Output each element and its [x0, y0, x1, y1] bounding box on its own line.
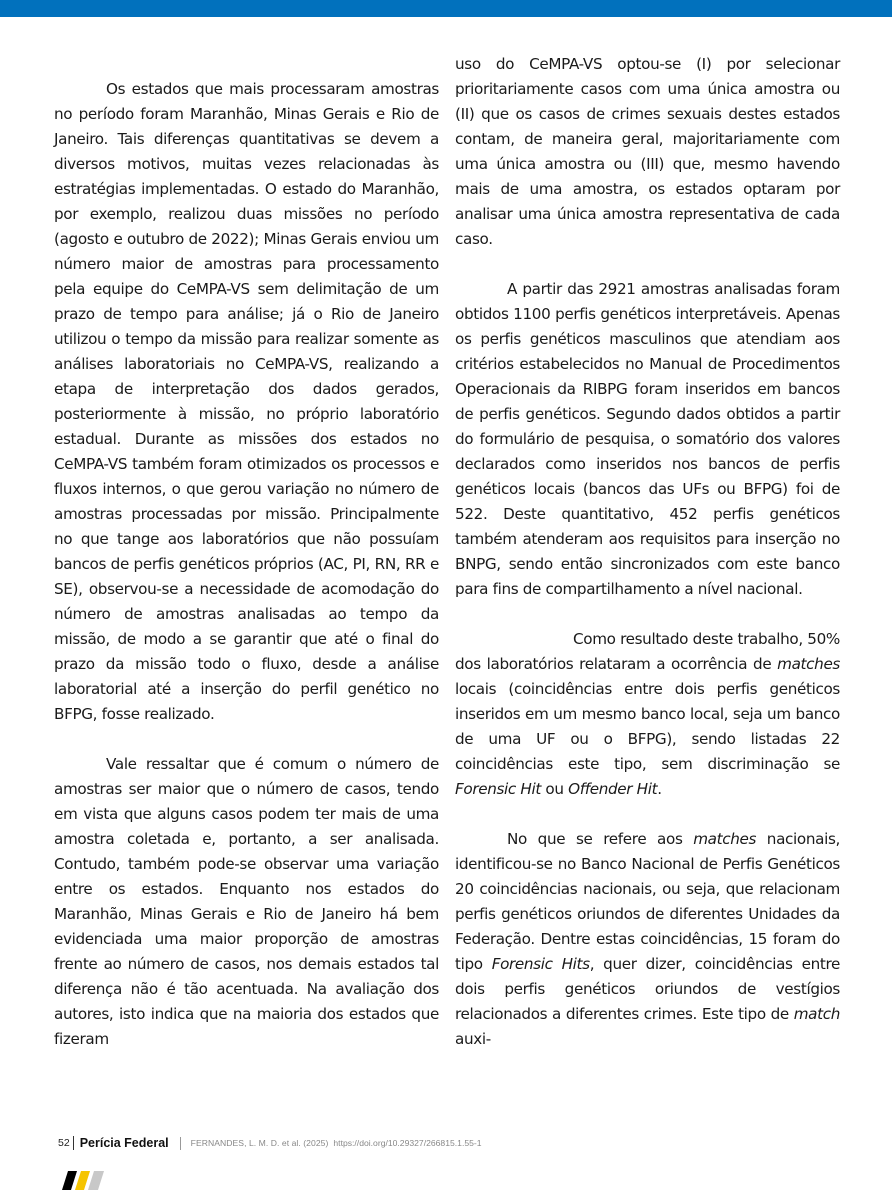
page-number: 52: [58, 1137, 70, 1149]
paragraph: [455, 827, 840, 1052]
page-footer: [58, 1135, 482, 1151]
left-column: [54, 77, 439, 1052]
paragraph: uso do CeMPA-VS optou-se (I) por selecionar prioritariamente casos com uma única amostra ou (II) que os casos de crimes sexuais destes estados contam, de maneira geral, majoritariamente com uma única amostra ou (III) que, mesmo havendo mais de uma amostra, os estados optaram por analisar uma única amostra representativa de cada caso.: [455, 55, 840, 248]
divider: [180, 1137, 181, 1150]
journal-stripes-logo-icon: [62, 1171, 110, 1190]
text-run: ou: [540, 780, 569, 798]
emphasis: matches: [693, 830, 757, 848]
text-run: Como resultado deste trabalho, 50% dos laboratórios relataram a ocorrência de: [455, 630, 840, 673]
logo-stripe-gray: [88, 1171, 104, 1190]
text-run: No que se refere aos: [507, 830, 694, 848]
logo-stripe-yellow: [75, 1171, 90, 1190]
paragraph: Vale ressaltar que é comum o número de amostras ser maior que o número de casos, tendo em vista que alguns casos podem ter mais de uma amostra coletada e, portanto, a ser analisada. Contudo, também pode-se observar uma variação entre os estados. Enquanto nos estados do Maranhão, Minas Gerais e Rio de Janeiro há bem evidenciada uma maior proporção de amostras frente ao número de casos, nos demais estados tal diferença não é tão acentuada. Na avaliação dos autores, isto indica que na maioria dos estados que fizeram: [54, 755, 439, 1048]
header-bar: [0, 0, 892, 17]
emphasis: Offender Hit: [568, 780, 658, 798]
paragraph: [455, 627, 840, 802]
text-run: auxi-: [455, 1030, 491, 1048]
divider: [73, 1136, 74, 1150]
citation: FERNANDES, L. M. D. et al. (2025): [190, 1138, 329, 1148]
logo-stripe-black: [62, 1171, 77, 1190]
text-run: locais (coincidências entre dois perfis genéticos inseridos em um mesmo banco local, seja um banco de uma UF ou o BFPG), sendo listadas 22 coincidências este tipo, sem discriminação se: [455, 680, 840, 773]
emphasis: matches: [777, 655, 840, 673]
text-run: , quer dizer, coincidências entre dois perfis genéticos oriundos de vestígios relacionados a diferentes crimes. Este tipo de: [455, 955, 841, 1023]
emphasis: Forensic Hit: [455, 780, 541, 798]
text-run: .: [657, 780, 662, 798]
right-column: [455, 52, 840, 1052]
text-run: nacionais, identificou-se no Banco Nacional de Perfis Genéticos 20 coincidências nacionais, ou seja, que relacionam perfis genéticos oriundos de diferentes Unidades da Federação. Dentre estas coincidências, 15 foram do tipo: [455, 830, 840, 973]
emphasis: match: [793, 1005, 840, 1023]
journal-name: Perícia Federal: [79, 1136, 169, 1150]
paragraph: A partir das 2921 amostras analisadas foram obtidos 1100 perfis genéticos interpretáveis. Apenas os perfis genéticos masculinos que atendiam aos critérios estabelecidos no Manual de Procedimentos Operacionais da RIBPG foram inseridos em bancos de perfis genéticos. Segundo dados obtidos a partir do formulário de pesquisa, o somatório dos valores declarados como inseridos nos bancos de perfis genéticos locais (bancos das UFs ou BFPG) foi de 522. Deste quantitativo, 452 perfis genéticos também atenderam aos requisitos para inserção no BNPG, sendo então sincronizados com este banco para fins de compartilhamento a nível nacional.: [455, 280, 840, 598]
doi-link[interactable]: https://doi.org/10.29327/266815.1.55-1: [333, 1138, 482, 1148]
emphasis: Forensic Hits: [491, 955, 590, 973]
paragraph: Os estados que mais processaram amostras no período foram Maranhão, Minas Gerais e Rio de Janeiro. Tais diferenças quantitativas se devem a diversos motivos, muitas vezes relacionadas às estratégias implementadas. O estado do Maranhão, por exemplo, realizou duas missões no período (agosto e outubro de 2022); Minas Gerais enviou um número maior de amostras para processamento pela equipe do CeMPA-VS sem delimitação de um prazo de tempo para análise; já o Rio de Janeiro utilizou o tempo da missão para realizar somente as análises laboratoriais no CeMPA-VS, realizando a etapa de interpretação dos dados gerados, posteriormente à missão, no próprio laboratório estadual. Durante as missões dos estados no CeMPA-VS também foram otimizados os processos e fluxos internos, o que gerou variação no número de amostras processadas por missão. Principalmente no que tange aos laboratórios que não possuíam bancos de perfis genéticos próprios (AC, PI, RN, RR e SE), observou-se a necessidade de acomodação do número de amostras analisadas ao tempo da missão, de modo a se garantir que até o final do prazo da missão todo o fluxo, desde a análise laboratorial até a inserção do perfil genético no BFPG, fosse realizado.: [54, 80, 439, 723]
